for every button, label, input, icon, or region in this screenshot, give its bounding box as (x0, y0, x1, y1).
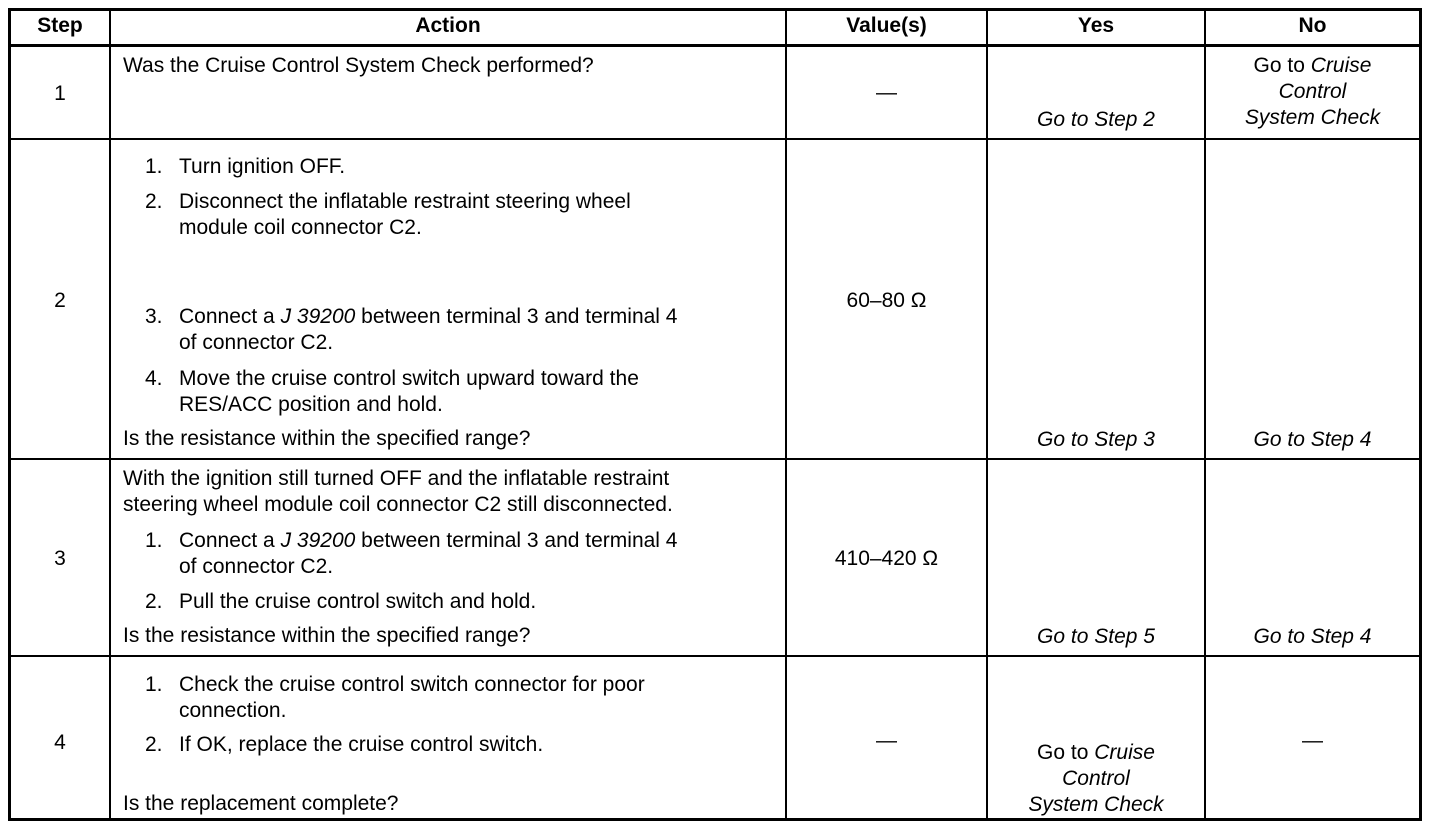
question-text: Is the replacement complete? (123, 792, 399, 815)
yes-link[interactable]: Go to Step 5 (1037, 625, 1155, 648)
step-number: 4 (54, 731, 66, 754)
diagnostic-table (8, 8, 1422, 821)
list-item-text (179, 528, 678, 554)
table-border-top (8, 8, 1422, 11)
no-cell: — (1302, 729, 1323, 752)
value-cell: 410–420 Ω (834, 547, 939, 570)
step-number: 2 (54, 289, 66, 312)
yes-link-text: Cruise (1094, 741, 1155, 764)
no-link-line3[interactable]: System Check (1244, 106, 1381, 129)
no-link[interactable]: Go to Step 4 (1253, 625, 1372, 648)
list-item-number: 2. (145, 733, 163, 756)
header-values: Value(s) (846, 14, 927, 37)
list-item-text: Disconnect the inflatable restraint steering wheel (179, 190, 631, 213)
row-divider-2 (8, 458, 1422, 460)
list-item-text-cont: module coil connector C2. (179, 216, 422, 239)
value-cell: — (876, 81, 897, 104)
text-segment: between terminal 3 and terminal 4 (355, 529, 678, 552)
intro-text: steering wheel module coil connector C2 still disconnected. (123, 493, 673, 516)
yes-link[interactable]: Go to Step 3 (1037, 428, 1155, 451)
list-item-number: 1. (145, 155, 163, 178)
header-action: Action (415, 14, 481, 37)
header-yes: Yes (1077, 14, 1115, 37)
tool-reference: J 39200 (280, 529, 356, 552)
yes-link-line3[interactable]: System Check (1028, 793, 1164, 816)
row-divider-1 (8, 138, 1422, 140)
table-border-bottom (8, 818, 1422, 821)
action-text: Was the Cruise Control System Check performed? (123, 54, 594, 77)
no-prefix: Go to (1253, 54, 1311, 77)
row-divider-3 (8, 655, 1422, 657)
list-item-text (179, 304, 678, 330)
col-divider-step (109, 8, 111, 821)
value-cell: 60–80 Ω (846, 289, 927, 312)
list-item-number: 2. (145, 590, 163, 613)
col-divider-action (785, 8, 787, 821)
list-item-number: 1. (145, 529, 163, 552)
list-item-text-cont: of connector C2. (179, 555, 334, 578)
list-item-number: 1. (145, 673, 163, 696)
yes-link-line1[interactable] (988, 740, 1204, 766)
no-link-text: Cruise (1310, 54, 1372, 77)
table-border-right (1419, 8, 1422, 821)
list-item-text: If OK, replace the cruise control switch. (179, 733, 544, 756)
yes-link-line2[interactable]: Control (1062, 767, 1130, 790)
list-item-text: Move the cruise control switch upward toward the (179, 367, 639, 390)
text-segment: Connect a (179, 529, 281, 552)
text-segment: between terminal 3 and terminal 4 (355, 305, 678, 328)
list-item-number: 4. (145, 367, 163, 390)
text-segment: Connect a (179, 305, 281, 328)
question-text: Is the resistance within the specified range? (123, 427, 531, 450)
no-link[interactable]: Go to Step 4 (1253, 428, 1372, 451)
tool-reference: J 39200 (280, 305, 356, 328)
list-item-text-cont: of connector C2. (179, 331, 334, 354)
step-number: 1 (54, 82, 66, 105)
list-item-number: 2. (145, 190, 163, 213)
header-divider (8, 44, 1422, 47)
list-item-text: Turn ignition OFF. (179, 155, 346, 178)
table-border-left (8, 8, 11, 821)
list-item-number: 3. (145, 305, 163, 328)
yes-prefix: Go to (1037, 741, 1095, 764)
list-item-text-cont: connection. (179, 699, 287, 722)
yes-link[interactable]: Go to Step 2 (1037, 108, 1155, 131)
list-item-text: Check the cruise control switch connector for poor (179, 673, 645, 696)
step-number: 3 (54, 547, 66, 570)
no-link-line2[interactable]: Control (1278, 80, 1347, 103)
no-link-line1[interactable] (1206, 53, 1419, 79)
intro-text: With the ignition still turned OFF and the inflatable restraint (123, 467, 670, 490)
header-no: No (1298, 14, 1327, 37)
list-item-text: Pull the cruise control switch and hold. (179, 590, 537, 613)
header-step: Step (37, 14, 83, 37)
value-cell: — (876, 729, 897, 752)
question-text: Is the resistance within the specified range? (123, 624, 531, 647)
list-item-text-cont: RES/ACC position and hold. (179, 393, 443, 416)
